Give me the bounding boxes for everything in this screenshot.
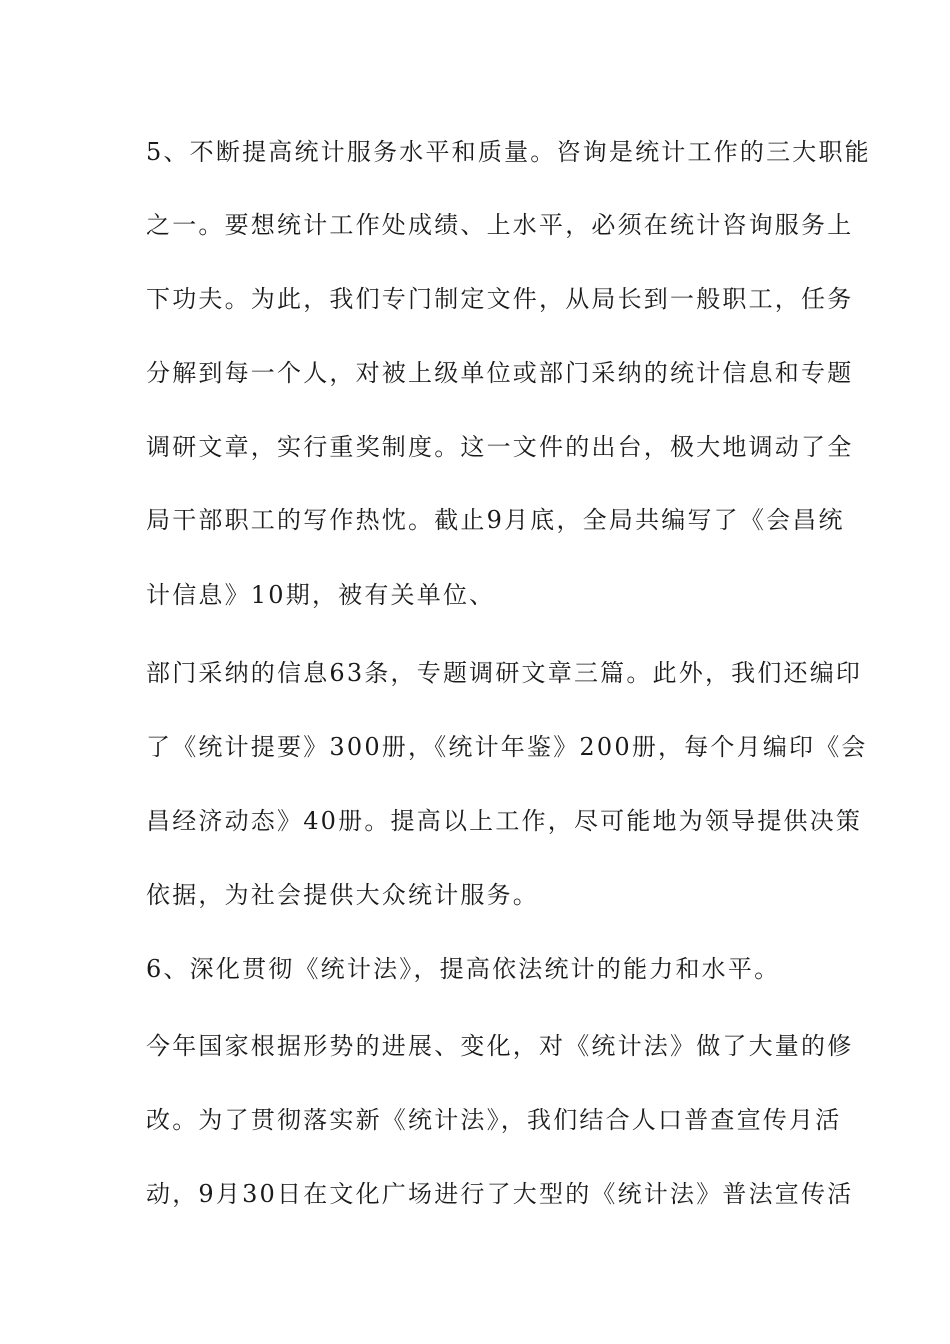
text-line: 今年国家根据形势的进展、变化，对《统计法》做了大量的修 (146, 1032, 854, 1060)
text-line: 动，9月30日在文化广场进行了大型的《统计法》普法宣传活 (146, 1180, 854, 1208)
text-line: 依据，为社会提供大众统计服务。 (146, 881, 539, 909)
text-line: 改。为了贯彻落实新《统计法》，我们结合人口普查宣传月活 (146, 1106, 842, 1134)
text-line: 昌经济动态》40册。提高以上工作，尽可能地为领导提供决策 (146, 807, 863, 835)
text-line: 局干部职工的写作热忱。截止9月底，全局共编写了《会昌统 (146, 506, 845, 534)
text-line: 5、不断提高统计服务水平和质量。咨询是统计工作的三大职能 (146, 138, 871, 166)
section-heading: 6、深化贯彻《统计法》，提高依法统计的能力和水平。 (146, 955, 781, 983)
text-line: 分解到每一个人，对被上级单位或部门采纳的统计信息和专题 (146, 359, 854, 387)
text-line: 调研文章，实行重奖制度。这一文件的出台，极大地调动了全 (146, 433, 854, 461)
text-line: 部门采纳的信息63条，专题调研文章三篇。此外，我们还编印 (146, 659, 863, 687)
text-line: 下功夫。为此，我们专门制定文件，从局长到一般职工，任务 (146, 285, 854, 313)
text-line: 之一。要想统计工作处成绩、上水平，必须在统计咨询服务上 (146, 211, 854, 239)
text-line: 计信息》10期，被有关单位、 (146, 581, 496, 609)
text-line: 了《统计提要》300册，《统计年鉴》200册，每个月编印《会 (146, 733, 868, 761)
